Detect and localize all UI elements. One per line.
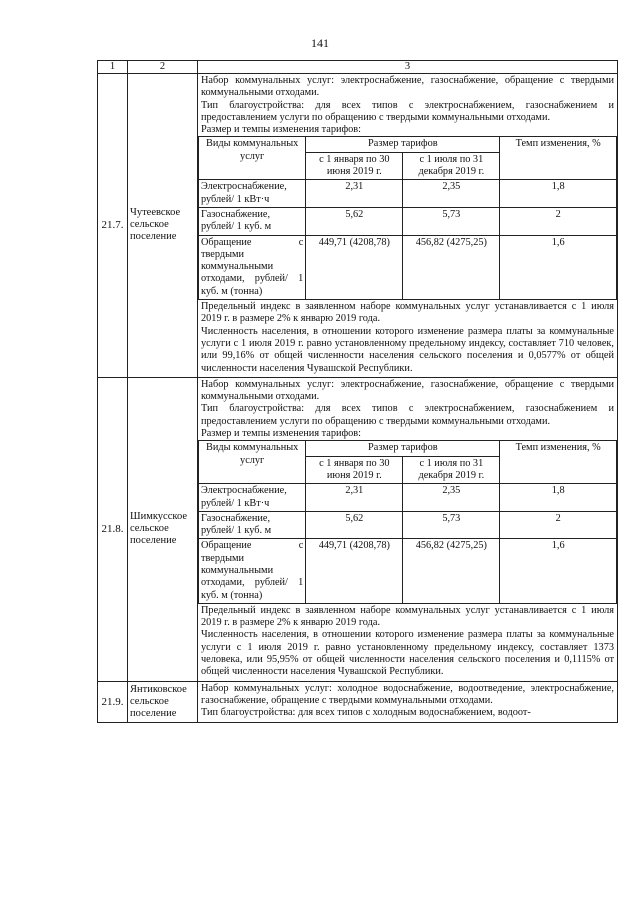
table-row [98, 377, 618, 681]
col-rate-header: Темп изменения, % [500, 441, 617, 484]
index-text: Предельный индекс в заявленном наборе коммунальных услуг устанавливается с 1 июля 2019 г. в размере 2% к январю 2019 года. [201, 301, 614, 325]
services-text: Набор коммунальных услуг: электроснабжение, газоснабжение, обращение с твердыми коммунальными отходами. [201, 378, 614, 403]
row-number: 21.8. [98, 377, 128, 681]
tariff-p2: 5,73 [403, 207, 500, 235]
tariff-p1: 449,71 (4208,78) [306, 235, 403, 299]
tariff-p1: 2,31 [306, 180, 403, 208]
tariff-rate: 2 [500, 207, 617, 235]
tariff-p2: 5,73 [403, 511, 500, 539]
col-period1-header: с 1 января по 30 июня 2019 г. [306, 456, 403, 484]
header-col-3: 3 [198, 61, 618, 74]
tariff-p1: 5,62 [306, 511, 403, 539]
row-number: 21.9. [98, 681, 128, 722]
table-row [98, 681, 618, 722]
tariff-service: Электроснабжение, рублей/ 1 кВт·ч [199, 180, 306, 208]
row-content [198, 74, 618, 378]
improvement-text: Тип благоустройства: для всех типов с электроснабжением, газоснабжением и предоставлением услуги по обращению с твердыми коммунальными отходами. [201, 403, 614, 427]
index-text: Предельный индекс в заявленном наборе коммунальных услуг устанавливается с 1 июля 2019 г. в размере 2% к январю 2019 года. [201, 604, 614, 629]
tariff-p2: 456,82 (4275,25) [403, 539, 500, 603]
col-period1-header: с 1 января по 30 июня 2019 г. [306, 152, 403, 180]
header-row [98, 61, 618, 74]
tariff-service: Газоснабжение, рублей/ 1 куб. м [199, 207, 306, 235]
improvement-text: Тип благоустройства: для всех типов с холодным водоснабжением, водоот- [201, 707, 531, 719]
improvement-text: Тип благоустройства: для всех типов с электроснабжением, газоснабжением и предоставлением услуги по обращению с твердыми коммунальными отходами. [201, 99, 614, 123]
tariff-rate: 1,6 [500, 539, 617, 603]
tariff-row [199, 235, 617, 299]
services-text: Набор коммунальных услуг: холодное водоснабжение, водоотведение, электроснабжение, газоснабжение, обращение с твердыми коммунальными отходами. [201, 682, 614, 706]
tariff-rate: 1,6 [500, 235, 617, 299]
settlement-name: Янтиковское сельское поселение [128, 681, 198, 722]
services-text: Набор коммунальных услуг: электроснабжение, газоснабжение, обращение с твердыми коммунальными отходами. [201, 75, 614, 99]
tariff-p2: 2,35 [403, 484, 500, 512]
settlement-name: Шимкусское сельское поселение [128, 377, 198, 681]
tariff-p2: 2,35 [403, 180, 500, 208]
tariff-service: Газоснабжение, рублей/ 1 куб. м [199, 511, 306, 539]
tariff-p2: 456,82 (4275,25) [403, 235, 500, 299]
col-period2-header: с 1 июля по 31 декабря 2019 г. [403, 152, 500, 180]
settlement-name: Чутеевское сельское поселение [128, 74, 198, 378]
row-content [198, 681, 618, 722]
header-col-1: 1 [98, 61, 128, 74]
header-col-2: 2 [128, 61, 198, 74]
tariff-row [199, 484, 617, 512]
table-row [98, 74, 618, 378]
tariff-service: Обращение с твердыми коммунальными отходами, рублей/ 1 куб. м (тонна) [199, 539, 306, 603]
tariff-p1: 5,62 [306, 207, 403, 235]
col-rate-header: Темп изменения, % [500, 137, 617, 180]
tariff-rate: 2 [500, 511, 617, 539]
tariffs-table [198, 136, 617, 300]
tariff-row [199, 539, 617, 603]
tariff-row [199, 511, 617, 539]
col-size-header: Размер тарифов [306, 137, 500, 152]
tariff-p1: 2,31 [306, 484, 403, 512]
tariff-service: Электроснабжение, рублей/ 1 кВт·ч [199, 484, 306, 512]
population-text: Численность населения, в отношении которого изменение размера платы за коммунальные услуги с 1 июля 2019 г. равно установленному предельному индексу, составляет 710 человек, или 99,16% от общей численности населения сельского поселения и 0,0577% от общей численности населения Чувашской Республики. [201, 325, 614, 374]
col-kind-header: Виды коммунальных услуг [199, 441, 306, 484]
col-period2-header: с 1 июля по 31 декабря 2019 г. [403, 456, 500, 484]
tariff-service: Обращение с твердыми коммунальными отходами, рублей/ 1 куб. м (тонна) [199, 235, 306, 299]
tariff-row [199, 180, 617, 208]
page-number: 141 [311, 36, 329, 50]
tariffs-table [198, 440, 617, 604]
col-kind-header: Виды коммунальных услуг [199, 137, 306, 180]
tariffs-title: Размер и темпы изменения тарифов: [201, 124, 362, 136]
tariff-p1: 449,71 (4208,78) [306, 539, 403, 603]
row-content [198, 377, 618, 681]
tariffs-title: Размер и темпы изменения тарифов: [201, 428, 362, 440]
row-number: 21.7. [98, 74, 128, 378]
col-size-header: Размер тарифов [306, 441, 500, 456]
tariff-rate: 1,8 [500, 484, 617, 512]
tariff-rate: 1,8 [500, 180, 617, 208]
population-text: Численность населения, в отношении которого изменение размера платы за коммунальные услуги с 1 июля 2019 г. равно установленному предельному индексу, составляет 1373 человека, или 95,95% от общей численности населения сельского поселения и 0,1115% от общей численности населения Чувашской Республики. [201, 629, 614, 678]
tariff-table [97, 60, 618, 723]
tariff-row [199, 207, 617, 235]
